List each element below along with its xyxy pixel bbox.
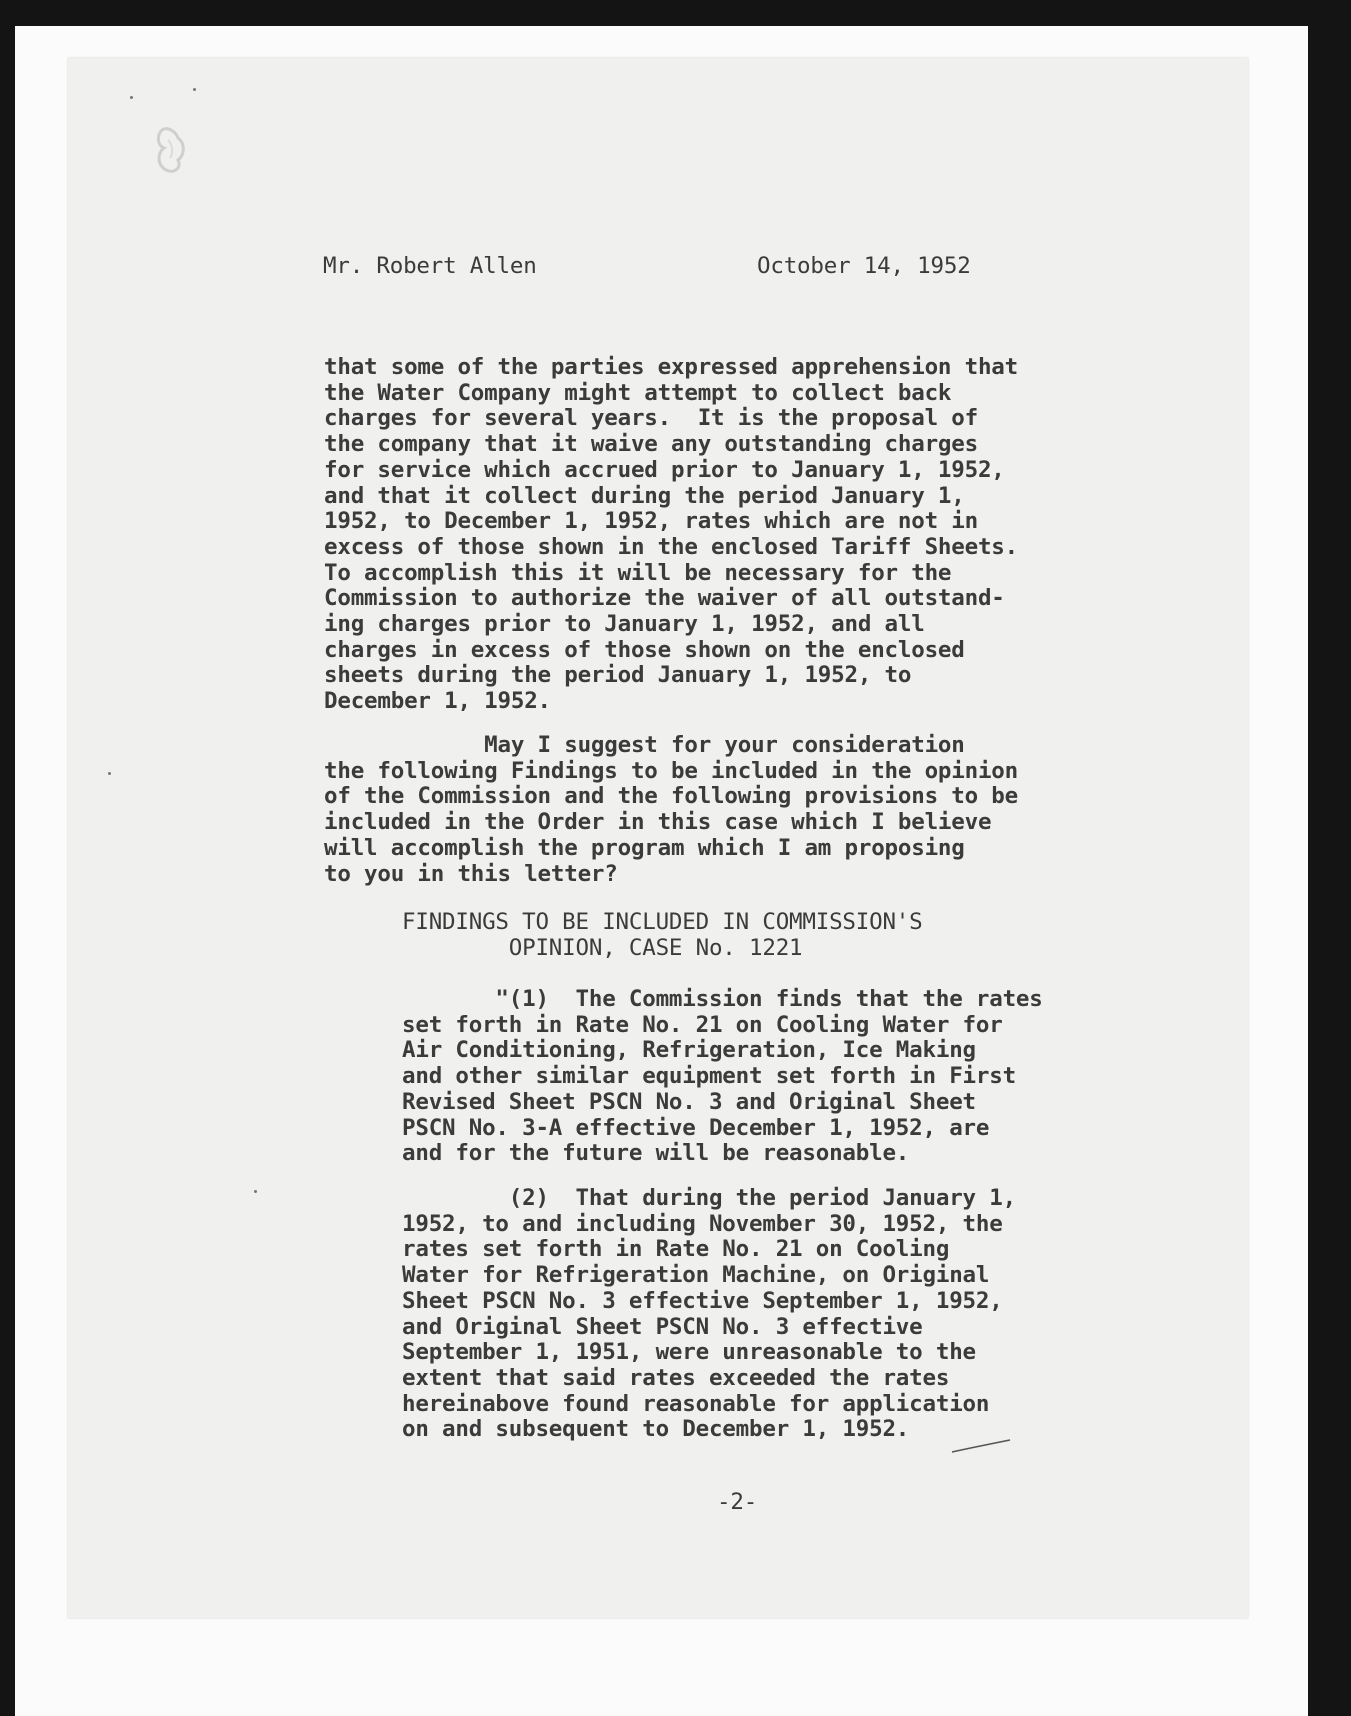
text-line: the following Findings to be included in the opinion (324, 757, 1018, 784)
text-line: To accomplish this it will be necessary for the (324, 559, 952, 586)
paperclip-impression-icon (148, 122, 200, 178)
text-line: May I suggest for your consideration (324, 732, 965, 758)
paragraph-suggestion (324, 733, 1018, 887)
speck-mark (108, 772, 111, 775)
text-line: and for the future will be reasonable. (402, 1140, 910, 1167)
letter-date: October 14, 1952 (757, 253, 971, 279)
text-line: hereinabove found reasonable for application (402, 1390, 990, 1417)
page-number: -2- (717, 1489, 758, 1515)
text-line: rates set forth in Rate No. 21 on Cooling (402, 1236, 950, 1263)
text-line: September 1, 1951, were unreasonable to the (402, 1339, 976, 1366)
heading-line: OPINION, CASE No. 1221 (402, 934, 803, 961)
text-line: Revised Sheet PSCN No. 3 and Original Sheet (402, 1088, 976, 1115)
findings-heading (402, 910, 923, 961)
text-line: Commission to authorize the waiver of all outstand- (324, 585, 1005, 612)
text-line: (2) That during the period January 1, (402, 1185, 1016, 1211)
text-line: excess of those shown in the enclosed Tariff Sheets. (324, 533, 1018, 560)
text-line: for service which accrued prior to January 1, 1952, (324, 456, 1005, 483)
text-line: Sheet PSCN No. 3 effective September 1, 1952, (402, 1287, 1003, 1314)
text-line: 1952, to December 1, 1952, rates which are not in (324, 508, 978, 535)
text-line: Air Conditioning, Refrigeration, Ice Making (402, 1037, 976, 1064)
finding-1 (402, 987, 1043, 1167)
text-line: "(1) The Commission finds that the rates (402, 986, 1043, 1012)
text-line: charges for several years. It is the proposal of (324, 405, 978, 432)
text-line: and that it collect during the period January 1, (324, 482, 965, 509)
text-line: that some of the parties expressed apprehension that (324, 354, 1018, 380)
speck-mark (193, 88, 196, 91)
recipient-name: Mr. Robert Allen (323, 253, 537, 279)
text-line: to you in this letter? (324, 860, 618, 887)
heading-line: FINDINGS TO BE INCLUDED IN COMMISSION'S (402, 909, 923, 935)
text-line: sheets during the period January 1, 1952, to (324, 662, 912, 689)
text-line: the company that it waive any outstanding charges (324, 431, 978, 458)
text-line: the Water Company might attempt to collect back (324, 379, 952, 406)
text-line: charges in excess of those shown on the enclosed (324, 636, 965, 663)
text-line: and Original Sheet PSCN No. 3 effective (402, 1313, 923, 1340)
finding-2 (402, 1186, 1016, 1443)
text-line: set forth in Rate No. 21 on Cooling Water for (402, 1011, 1003, 1038)
text-line: 1952, to and including November 30, 1952, the (402, 1210, 1003, 1237)
text-line: extent that said rates exceeded the rates (402, 1364, 950, 1391)
speck-mark (254, 1190, 257, 1193)
text-line: included in the Order in this case which I believe (324, 809, 992, 836)
text-line: Water for Refrigeration Machine, on Original (402, 1262, 990, 1289)
text-line: will accomplish the program which I am proposing (324, 834, 965, 861)
text-line: ing charges prior to January 1, 1952, and all (324, 611, 925, 638)
text-line: December 1, 1952. (324, 688, 551, 715)
speck-mark (130, 96, 133, 99)
text-line: PSCN No. 3-A effective December 1, 1952, are (402, 1114, 990, 1141)
text-line: and other similar equipment set forth in First (402, 1063, 1016, 1090)
paragraph-waiver (324, 355, 1018, 715)
text-line: on and subsequent to December 1, 1952. (402, 1416, 910, 1443)
text-line: of the Commission and the following provisions to be (324, 783, 1018, 810)
